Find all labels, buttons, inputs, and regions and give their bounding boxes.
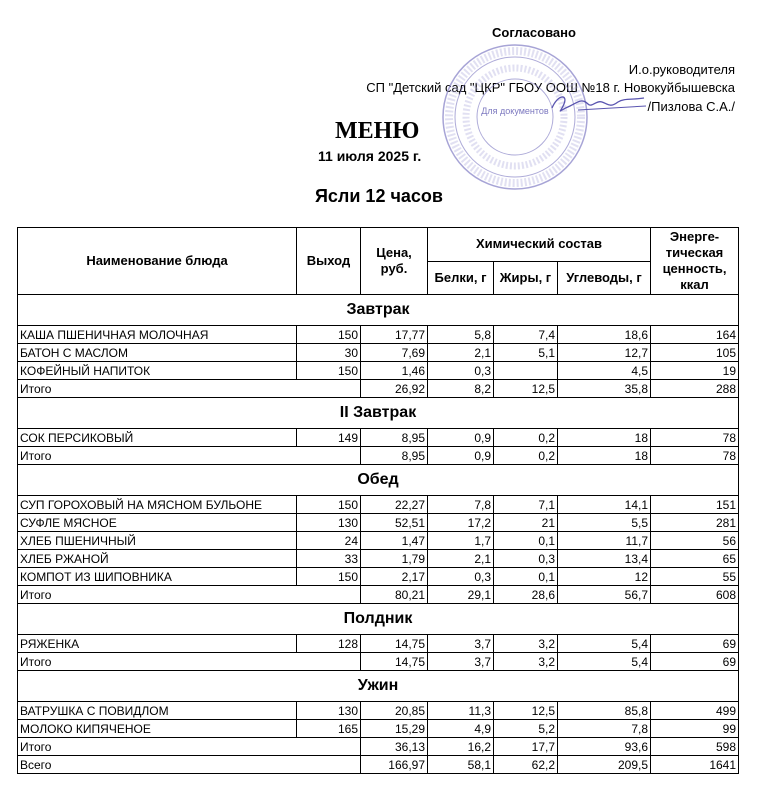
- table-row: [18, 720, 739, 738]
- table-cell: 78: [651, 447, 739, 465]
- table-cell: 16,2: [428, 738, 494, 756]
- table-cell: 26,92: [361, 380, 428, 398]
- table-cell: 608: [651, 586, 739, 604]
- table-cell: 150: [297, 568, 361, 586]
- table-cell: 7,69: [361, 344, 428, 362]
- section-title: Полдник: [18, 604, 739, 635]
- table-cell: 18,6: [558, 326, 651, 344]
- group-name: Ясли 12 часов: [314, 186, 443, 206]
- table-cell: 35,8: [558, 380, 651, 398]
- signature-mark: [548, 90, 648, 116]
- table-cell: 5,5: [558, 514, 651, 532]
- table-cell: СОК ПЕРСИКОВЫЙ: [18, 429, 297, 447]
- table-cell: 14,75: [361, 635, 428, 653]
- organization-name: СП "Детский сад "ЦКР" ГБОУ ООШ №18 г. Новокуйбышевска: [366, 80, 735, 95]
- table-row: [18, 496, 739, 514]
- stamp-text: Для документов: [481, 106, 549, 116]
- table-cell: 24: [297, 532, 361, 550]
- table-cell: 18: [558, 447, 651, 465]
- col-header-fat: Жиры, г: [494, 261, 558, 295]
- table-cell: 128: [297, 635, 361, 653]
- table-row: [18, 568, 739, 586]
- table-cell: 55: [651, 568, 739, 586]
- table-cell: 288: [651, 380, 739, 398]
- table-cell: 1,47: [361, 532, 428, 550]
- table-cell: 65: [651, 550, 739, 568]
- table-cell: 36,13: [361, 738, 428, 756]
- table-cell: 28,6: [494, 586, 558, 604]
- approval-label: Согласовано: [492, 25, 576, 40]
- col-header-chemical: Химический состав: [428, 228, 651, 262]
- table-cell: 69: [651, 635, 739, 653]
- menu-table: [17, 227, 739, 774]
- table-cell: 105: [651, 344, 739, 362]
- table-cell: 1641: [651, 756, 739, 774]
- table-cell: 5,8: [428, 326, 494, 344]
- section-title: Завтрак: [18, 295, 739, 326]
- table-cell: 7,8: [558, 720, 651, 738]
- table-cell: 58,1: [428, 756, 494, 774]
- table-cell: КОФЕЙНЫЙ НАПИТОК: [18, 362, 297, 380]
- table-row: [18, 326, 739, 344]
- table-cell: 8,95: [361, 447, 428, 465]
- table-cell: [494, 362, 558, 380]
- table-cell: 1,79: [361, 550, 428, 568]
- section-title: Ужин: [18, 671, 739, 702]
- table-cell: 12,5: [494, 380, 558, 398]
- table-cell: 85,8: [558, 702, 651, 720]
- section-header-row: [18, 604, 739, 635]
- table-cell: 0,2: [494, 447, 558, 465]
- table-cell: 130: [297, 514, 361, 532]
- table-cell: 2,1: [428, 344, 494, 362]
- table-cell: 99: [651, 720, 739, 738]
- table-cell: 17,77: [361, 326, 428, 344]
- menu-date: 11 июля 2025 г.: [318, 148, 422, 164]
- table-row: [18, 532, 739, 550]
- table-cell: 15,29: [361, 720, 428, 738]
- table-cell: Итого: [18, 653, 361, 671]
- table-cell: 150: [297, 496, 361, 514]
- page-title: МЕНЮ: [335, 118, 420, 144]
- table-cell: 164: [651, 326, 739, 344]
- col-header-protein: Белки, г: [428, 261, 494, 295]
- table-cell: СУП ГОРОХОВЫЙ НА МЯСНОМ БУЛЬОНЕ: [18, 496, 297, 514]
- table-cell: 151: [651, 496, 739, 514]
- table-cell: 17,7: [494, 738, 558, 756]
- table-cell: 209,5: [558, 756, 651, 774]
- table-cell: РЯЖЕНКА: [18, 635, 297, 653]
- col-header-energy: Энерге-тическая ценность, ккал: [651, 228, 739, 295]
- table-cell: 56: [651, 532, 739, 550]
- table-cell: 22,27: [361, 496, 428, 514]
- table-cell: Всего: [18, 756, 361, 774]
- table-cell: 2,17: [361, 568, 428, 586]
- table-cell: 14,75: [361, 653, 428, 671]
- table-cell: 30: [297, 344, 361, 362]
- table-cell: 1,7: [428, 532, 494, 550]
- table-cell: 12: [558, 568, 651, 586]
- total-row: [18, 447, 739, 465]
- table-cell: 0,2: [494, 429, 558, 447]
- table-cell: 17,2: [428, 514, 494, 532]
- section-header-row: [18, 295, 739, 326]
- table-cell: 5,1: [494, 344, 558, 362]
- table-cell: 12,5: [494, 702, 558, 720]
- table-cell: 21: [494, 514, 558, 532]
- table-row: [18, 429, 739, 447]
- official-stamp: [440, 42, 590, 192]
- table-cell: 2,1: [428, 550, 494, 568]
- table-cell: 3,7: [428, 653, 494, 671]
- table-cell: 69: [651, 653, 739, 671]
- table-cell: 0,3: [494, 550, 558, 568]
- table-cell: Итого: [18, 447, 361, 465]
- table-cell: 5,2: [494, 720, 558, 738]
- table-row: [18, 514, 739, 532]
- table-cell: 52,51: [361, 514, 428, 532]
- table-cell: 1,46: [361, 362, 428, 380]
- table-cell: 80,21: [361, 586, 428, 604]
- table-cell: 56,7: [558, 586, 651, 604]
- signature-line: /Пизлова С.А./: [647, 99, 735, 114]
- col-header-yield: Выход: [297, 228, 361, 295]
- table-cell: ХЛЕБ ПШЕНИЧНЫЙ: [18, 532, 297, 550]
- col-header-name: Наименование блюда: [18, 228, 297, 295]
- table-cell: 78: [651, 429, 739, 447]
- table-cell: 0,1: [494, 532, 558, 550]
- table-cell: 166,97: [361, 756, 428, 774]
- table-cell: 12,7: [558, 344, 651, 362]
- table-cell: 4,9: [428, 720, 494, 738]
- col-header-price: Цена, руб.: [361, 228, 428, 295]
- total-row: [18, 380, 739, 398]
- table-cell: Итого: [18, 738, 361, 756]
- table-cell: 20,85: [361, 702, 428, 720]
- table-cell: 14,1: [558, 496, 651, 514]
- table-cell: 3,2: [494, 635, 558, 653]
- table-cell: ВАТРУШКА С ПОВИДЛОМ: [18, 702, 297, 720]
- total-row: [18, 738, 739, 756]
- table-cell: КАША ПШЕНИЧНАЯ МОЛОЧНАЯ: [18, 326, 297, 344]
- table-cell: 5,4: [558, 653, 651, 671]
- table-row: [18, 702, 739, 720]
- table-cell: 598: [651, 738, 739, 756]
- table-cell: 5,4: [558, 635, 651, 653]
- table-cell: 150: [297, 362, 361, 380]
- table-cell: 0,3: [428, 568, 494, 586]
- table-cell: МОЛОКО КИПЯЧЕНОЕ: [18, 720, 297, 738]
- grand-total-row: [18, 756, 739, 774]
- table-cell: СУФЛЕ МЯСНОЕ: [18, 514, 297, 532]
- table-cell: 281: [651, 514, 739, 532]
- table-cell: 11,7: [558, 532, 651, 550]
- table-cell: 13,4: [558, 550, 651, 568]
- section-header-row: [18, 465, 739, 496]
- table-cell: КОМПОТ ИЗ ШИПОВНИКА: [18, 568, 297, 586]
- section-header-row: [18, 671, 739, 702]
- section-title: Обед: [18, 465, 739, 496]
- table-cell: 33: [297, 550, 361, 568]
- table-cell: 3,2: [494, 653, 558, 671]
- table-row: [18, 550, 739, 568]
- table-cell: ХЛЕБ РЖАНОЙ: [18, 550, 297, 568]
- table-cell: 7,4: [494, 326, 558, 344]
- table-cell: 165: [297, 720, 361, 738]
- table-cell: Итого: [18, 586, 361, 604]
- table-cell: 0,1: [494, 568, 558, 586]
- table-cell: 0,3: [428, 362, 494, 380]
- table-cell: 3,7: [428, 635, 494, 653]
- table-cell: 150: [297, 326, 361, 344]
- section-title: II Завтрак: [18, 398, 739, 429]
- table-row: [18, 635, 739, 653]
- table-cell: 18: [558, 429, 651, 447]
- approver-role: И.о.руководителя: [628, 62, 735, 77]
- table-cell: 29,1: [428, 586, 494, 604]
- table-cell: 11,3: [428, 702, 494, 720]
- table-cell: 62,2: [494, 756, 558, 774]
- table-cell: 499: [651, 702, 739, 720]
- table-cell: 149: [297, 429, 361, 447]
- table-cell: 93,6: [558, 738, 651, 756]
- table-row: [18, 344, 739, 362]
- table-cell: 8,2: [428, 380, 494, 398]
- table-cell: 19: [651, 362, 739, 380]
- table-cell: 0,9: [428, 447, 494, 465]
- table-cell: 7,8: [428, 496, 494, 514]
- total-row: [18, 653, 739, 671]
- section-header-row: [18, 398, 739, 429]
- table-cell: 8,95: [361, 429, 428, 447]
- table-row: [18, 362, 739, 380]
- table-cell: БАТОН С МАСЛОМ: [18, 344, 297, 362]
- total-row: [18, 586, 739, 604]
- table-cell: Итого: [18, 380, 361, 398]
- table-cell: 130: [297, 702, 361, 720]
- table-cell: 7,1: [494, 496, 558, 514]
- table-cell: 4,5: [558, 362, 651, 380]
- col-header-carbs: Углеводы, г: [558, 261, 651, 295]
- menu-table-body: [18, 295, 739, 774]
- table-cell: 0,9: [428, 429, 494, 447]
